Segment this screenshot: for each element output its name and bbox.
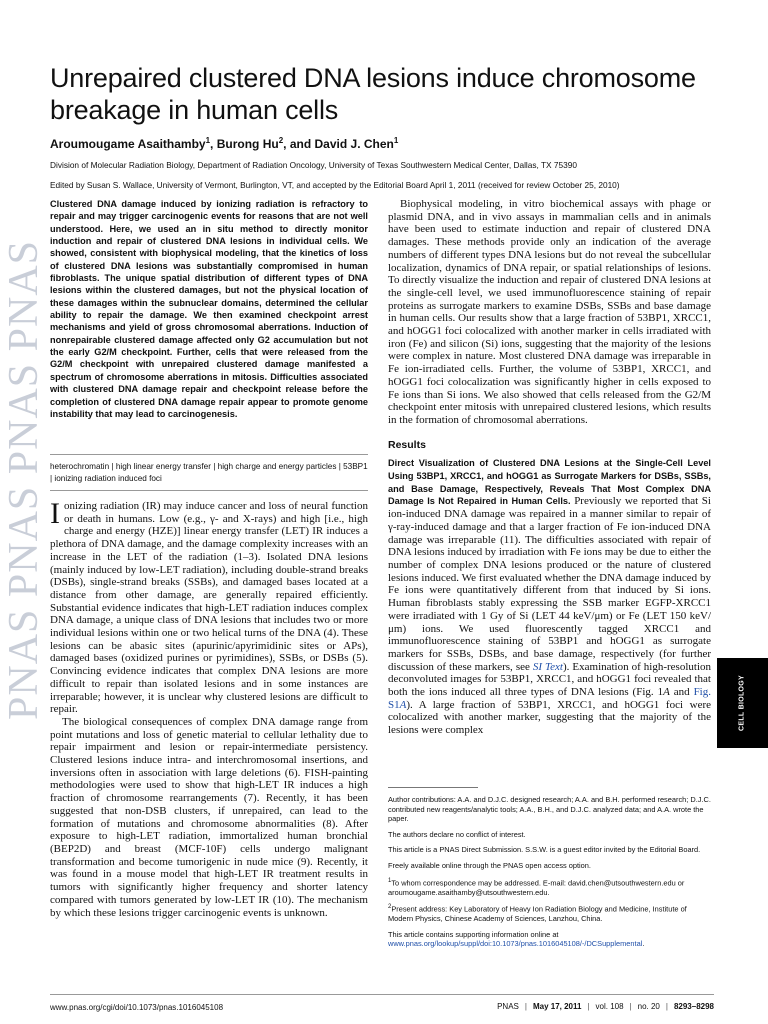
pnas-watermark xyxy=(0,70,47,730)
footnote-open-access: Freely available online through the PNAS open access option. xyxy=(388,860,591,870)
footnote-contributions: Author contributions: A.A. and D.J.C. designed research; A.A. and B.H. performed research; D.J.C. contributed new reagents/analytic tools; A.A., B.H., and D.J.C. analyzed data; and A.A. wrote the paper. xyxy=(388,795,711,824)
section-tab xyxy=(717,658,768,748)
figure-panel-ref: A xyxy=(399,698,407,711)
drop-cap: I xyxy=(50,497,60,530)
footer-date: May 17, 2011 xyxy=(532,1002,582,1011)
article-title: Unrepaired clustered DNA lesions induce chromosome breakage in human cells xyxy=(50,63,696,125)
fig-s1-link-text: Fig. S1 xyxy=(388,686,711,711)
footer-rule xyxy=(50,994,714,995)
footnote-direct-submission: This article is a PNAS Direct Submission. S.S.W. is a guest editor invited by the Editorial Board. xyxy=(388,845,701,855)
supporting-info-end: . xyxy=(642,939,645,949)
right-column xyxy=(388,198,711,737)
present-address-text: Present address: Key Laboratory of Heavy Ion Radiation Biology and Medicine, Institute of Modern Physics, Chinese Academy of Sciences, Lanzhou, China. xyxy=(388,904,687,924)
author-joiner: , and xyxy=(283,137,315,151)
footnote-supporting-info xyxy=(388,930,711,949)
footnote-present-address xyxy=(388,903,711,924)
author-joiner: , xyxy=(210,137,217,151)
intro-paragraph xyxy=(50,497,368,716)
author-list xyxy=(50,136,398,151)
introduction-column xyxy=(50,497,368,919)
footer-journal: PNAS xyxy=(497,1002,519,1011)
results-text: ). Examination of high-resolution deconvoluted images for 53BP1, XRCC1, and hOGG1 foci revealed that both the ions induced all three types of DNA lesions (Fig. 1 xyxy=(388,660,712,699)
results-text: Previously we reported that Si ion-induced DNA damage was repaired in a manner similar to repair of γ-ray-induced damage and that a larger fraction of Fe ion-induced DNA damage was irreparable (11). The difficulties associated with repair of DNA lesions induced by irradiation with Fe ions may be due to either the number of complex DNA lesions produced or the nature of clustered lesions induced. We first evaluated whether the DNA damage induced by Fe ions were quantitatively different from that induced by Si ions. Human fibroblasts stably expressing the SSB marker EGFP-XRCC1 were irradiated with 1 Gy of Si (LET 44 keV/μm) or Fe (LET 150 keV/μm) ions. We used fluorescently tagged XRCC1 and immunofluorescence staining of 53BP1 and hOGG1 as surrogate markers for SSBs, DSBs, and base damage, respectively (for further discussion of these markers, see xyxy=(388,495,711,673)
keywords: heterochromatin | high linear energy transfer | high charge and energy particles | 53BP1 | ionizing radiation induced foci xyxy=(50,462,368,483)
abstract: Clustered DNA damage induced by ionizing radiation is refractory to repair and may trigger carcinogenic events for reasons that are not well understood. Here, we used an in situ method to directly monitor induction and repair of clustered DNA lesions in individual cells. We showed, consistent with biophysical modeling, that the kinetics of loss of clustered DNA lesions was substantially compromised in human fibroblasts. The unique spatial distribution of different types of DNA lesions within the clustered damages, but not the physical location of these damages within the subnuclear domains, determined the cellular ability to repair the damage. We then examined checkpoint arrest mechanisms and yield of gross chromosomal aberrations. Induction of nonrepairable clustered damage affected only G2 accumulation but not the early G2/M checkpoint. Further, cells that were released from the G2/M checkpoint with unrepaired clustered damage manifested a spectrum of chromosome aberrations in mitosis. Difficulties associated with clustered DNA damage repair and checkpoint release before the completion of clustered DNA damage repair appear to promote genome instability that may lead to carcinogenesis. xyxy=(50,199,368,419)
pnas-watermark-text: PNAS PNAS PNAS PNAS xyxy=(1,239,47,720)
footer-citation xyxy=(497,1002,714,1011)
section-tab-label: CELL BIOLOGY xyxy=(738,675,746,731)
author-name: David J. Chen xyxy=(314,137,394,151)
author-name: Aroumougame Asaithamby xyxy=(50,137,206,151)
intro-paragraph-text: onizing radiation (IR) may induce cancer and loss of neural function or death in humans. Low (e.g., γ- and X-rays) and high [i.e., high charge and energy (HZE)] linear energy transfer (LET) IR induces a plethora of DNA damage, and the damage complexity increases with an increase in the LET of the radiation (1–3). Isolated DNA lesions (mainly induced by low-LET radiation), including double-strand breaks (DSBs), single-strand breaks (SSBs), and damaged bases located at a distance from other damage, are generally repaired efficiently. Substantial evidence indicates that high-LET radiation induces complex DNA damage, a unique class of DNA lesions that includes two or more individual lesions within one or two helical turns of the DNA (4). These lesions can be abasic sites (apurinic/apyrimidinic sites or APs), damaged bases (oxidized purines or pyrimidines), SSBs, or DSBs (5). Convincing evidence indicates that complex DNA lesions are more difficult to repair than isolated lesions and in some instances are irreparable; however, it is unclear why clustered lesions are difficult to repair. xyxy=(50,500,368,716)
author-name: Burong Hu xyxy=(216,137,279,151)
supporting-info-text: This article contains supporting information online at xyxy=(388,929,559,939)
footnote-rule xyxy=(388,787,478,788)
author-affiliation-mark: 1 xyxy=(205,136,211,145)
keywords-bottom-rule xyxy=(50,490,368,491)
si-text-link[interactable]: SI Text xyxy=(532,660,563,673)
footer-separator: | xyxy=(524,1002,527,1011)
footer-separator: | xyxy=(629,1002,632,1011)
footer-pages: 8293–8298 xyxy=(673,1002,714,1011)
footer-issue: no. 20 xyxy=(637,1002,660,1011)
results-paragraph xyxy=(388,457,711,736)
results-text: and xyxy=(669,686,694,699)
intro-paragraph: The biological consequences of complex DNA damage range from point mutations and loss of genetic material to cellular lethality due to repair impairment and lesion or repair-intermediate persistency. Clustered lesions induce intra- and interchromosomal insertions, and inversions often in association with large deletions (6). FISH-painting methodologies were used to show that high-LET IR induces a high fraction of chromosome rearrangements (7). Recently, it has been suggested that non-DSB clusters, if unrepaired, can lead to the formation of mutations and chromosome abnormalities (8). After exposure to high-LET radiation, immortalized human bronchial (BEP2D) and breast (MCF-10F) cells undergo malignant transformation and become tumorigenic in nude mice (9). Recently, it was found in a mouse model that high-LET IR treatment results in tumors with significantly higher frequency and shorter latency compared with tumors generated by low-LET IR (10). The mechanism by which these lesions trigger carcinogenic events is unknown. xyxy=(50,715,368,919)
author-affiliation-mark: 2 xyxy=(278,136,284,145)
footnote-correspondence xyxy=(388,877,711,898)
affiliation: Division of Molecular Radiation Biology, Department of Radiation Oncology, University of Texas Southwestern Medical Center, Dallas, TX 75390 xyxy=(50,160,577,170)
footer-separator: | xyxy=(587,1002,590,1011)
footnotes xyxy=(388,795,711,955)
author-affiliation-mark: 1 xyxy=(393,136,399,145)
figure-panel-ref: A xyxy=(663,686,670,699)
results-text: ). A large fraction of 53BP1, XRCC1, and hOGG1 foci were colocalized with another marker, suggesting that the majority of the lesions were complex xyxy=(388,698,711,737)
footnote-mark: 2 xyxy=(388,904,392,911)
footnote-conflict: The authors declare no conflict of interest. xyxy=(388,829,526,839)
footer-doi-link[interactable]: www.pnas.org/cgi/doi/10.1073/pnas.1016045108 xyxy=(50,1003,224,1012)
supporting-info-link[interactable]: www.pnas.org/lookup/suppl/doi:10.1073/pnas.1016045108/-/DCSupplemental xyxy=(388,939,643,949)
runin-heading: Direct Visualization of Clustered DNA Lesions at the Single-Cell Level Using 53BP1, XRCC1, and hOGG1 as Surrogate Markers for DSBs, SSBs, and Base Damage, Respectively, Reveals That Most Complex DNA Damage Is Not Repaired in Human Cells. xyxy=(388,458,711,507)
footer-volume: vol. 108 xyxy=(595,1002,624,1011)
keywords-top-rule xyxy=(50,454,368,455)
correspondence-text: To whom correspondence may be addressed. E-mail: david.chen@utsouthwestern.edu or aroumougame.asaithamby@utsouthwestern.edu. xyxy=(388,878,685,897)
footnote-mark: 1 xyxy=(388,877,392,884)
footer-separator: | xyxy=(665,1002,668,1011)
results-heading: Results xyxy=(388,438,426,451)
body-paragraph: Biophysical modeling, in vitro biochemical assays with phage or plasmid DNA, and in vivo assays in mammalian cells and in animals have been used to estimate induction and repair of clustered DNA damages. These methods provide only an indication of the average numbers of different types DNA lesions but do not reveal the subcellular localization, dynamics of DNA repair, or spatial relationships of lesions. To directly visualize the induction and repair of clustered DNA lesions at the single-cell level, we used immunofluorescence staining of repair proteins as surrogate markers to examine DSBs, SSBs and base damage in human cells. Our results show that a large fraction of 53BP1, XRCC1, and hOGG1 foci colocalized with another marker in cells irradiated with iron (Fe) and silicon (Si) ions, suggesting that the majority of the lesions were complex in nature. Most clustered DNA damage was irreparable in Fe ion-irradiated cells. Further, the volume of 53BP1, XRCC1, and hOGG1 foci colocalization was significantly higher in cells exposed to Fe ions than Si ions. We also showed that cells released from the G2/M checkpoint enter mitosis with unrepaired clustered lesions, which results in the formation of chromosomal aberrations. xyxy=(388,198,711,426)
edited-by-line: Edited by Susan S. Wallace, University of Vermont, Burlington, VT, and accepted by the Editorial Board April 1, 2011 (received for review October 25, 2010) xyxy=(50,180,620,190)
